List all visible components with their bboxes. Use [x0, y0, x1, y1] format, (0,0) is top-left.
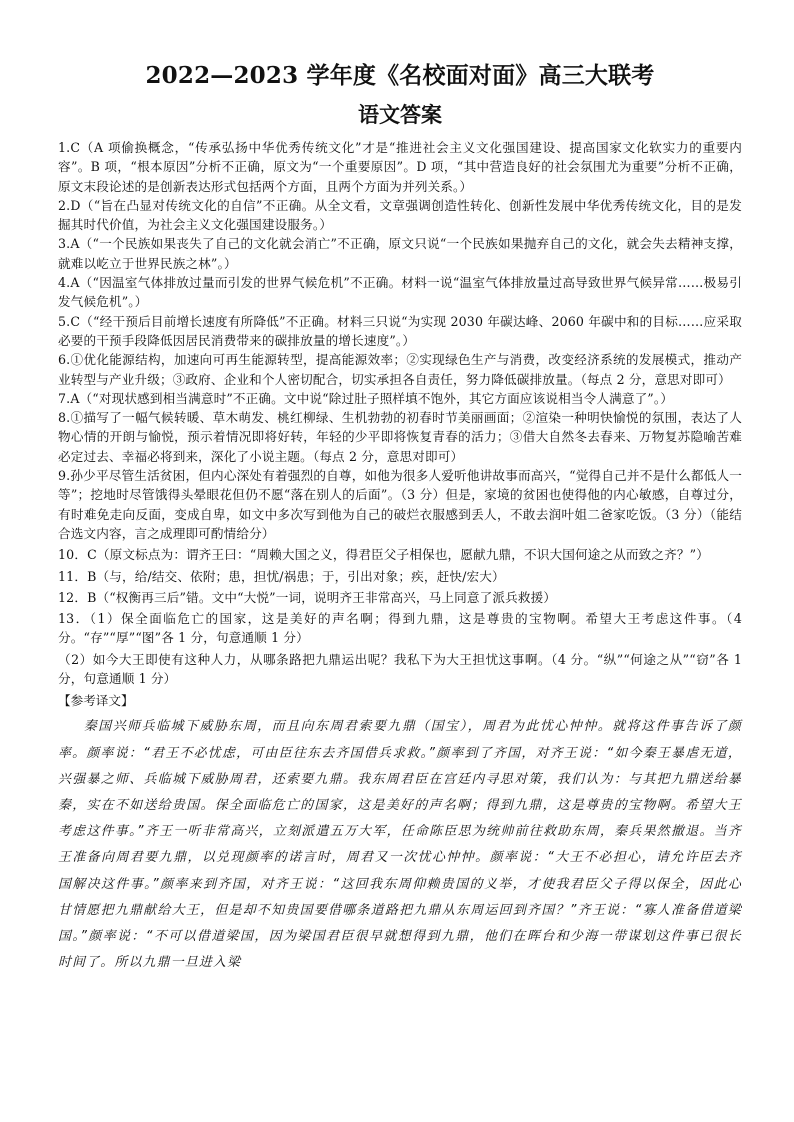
document-subtitle: 语文答案 [358, 102, 442, 127]
answer-item-13-2: （2）如今大王即使有这种人力，从哪条路把九鼎运出呢？我私下为大王担忧这事啊。（4 分。“纵”“何途之从”“窃”各 1 分，句意通顺 1 分） [58, 651, 742, 687]
answer-item-9: 9.孙少平尽管生活贫困，但内心深处有着强烈的自尊，如他为很多人爱听他讲故事而高兴，“觉得自己并不是什么都低人一等”；挖地时尽管饿得头晕眼花但仍不愿“落在别人的后面”。（3 分）但是，家境的贫困也使得他的内心敏感，自尊过分，有时难免走向反面，变成自卑，如文中多次写到他为自己的破烂衣服感到丢人，不敢去润叶姐二爸家吃饭。（3 分）（能结合选文内容，言之成理即可酌情给分） [58, 468, 742, 541]
document-title: 2022—2023 学年度《名校面对面》高三大联考 [145, 62, 655, 89]
answer-item-3: 3.A（“一个民族如果丧失了自己的文化就会消亡”不正确，原文只说“一个民族如果抛弃自己的文化，就会失去精神支撑，就难以屹立于世界民族之林”。） [58, 236, 742, 271]
answer-item-11: 11．B（与，给/结交、依附；患，担忧/祸患；于，引出对象；疾，赶快/宏大） [58, 568, 505, 584]
answer-item-5: 5.C（“经干预后目前增长速度有所降低”不正确。材料三只说“为实现 2030 年碳达峰、2060 年碳中和的目标……应采取必要的干预手段降低因居民消费带来的碳排放量的增长速度”。） [58, 313, 742, 348]
answer-item-8: 8.①描写了一幅气候转暖、草木萌发、桃红柳绿、生机勃勃的初春时节美丽画面；②渲染一种明快愉悦的氛围，表达了人物心情的开朗与愉悦，预示着情况即将好转，年轻的少平即将恢复青春的活力；③借大自然冬去春来、万物复苏隐喻苦难必定过去、幸福必将到来，深化了小说主题。（每点 2 分，意思对即可） [58, 410, 742, 464]
answer-item-7: 7.A（“对现状感到相当满意时”不正确。文中说“除过肚子照样填不饱外，其它方面应该说相当令人满意了”。） [58, 390, 674, 406]
answer-list [58, 138, 742, 688]
answer-item-10: 10．C（原文标点为：谓齐王曰：“周赖大国之义，得君臣父子相保也，愿献九鼎，不识大国何途之从而致之齐？”） [58, 547, 709, 563]
reference-translation-heading: 【参考译文】 [58, 693, 134, 709]
reference-translation [58, 714, 742, 976]
translation-paragraph: 秦国兴师兵临城下威胁东周，而且向东周君索要九鼎（国宝），周君为此忧心忡忡。就将这件事告诉了颜率。颜率说：“君王不必忧虑，可由臣往东去齐国借兵求救。”颜率到了齐国，对齐王说：“如今秦王暴虐无道，兴强暴之师、兵临城下威胁周君，还索要九鼎。我东周君臣在宫廷内寻思对策，我们认为：与其把九鼎送给暴秦，实在不如送给贵国。保全面临危亡的国家，这是美好的声名啊；得到九鼎，这是尊贵的宝物啊。希望大王考虑这件事。”齐王一听非常高兴，立刻派遣五万大军，任命陈臣思为统帅前往救助东周，秦兵果然撤退。当齐王准备向周君要九鼎，以兑现颜率的诺言时，周君又一次忧心忡忡。颜率说：“大王不必担心，请允许臣去齐国解决这件事。”颜率来到齐国，对齐王说：“这回我东周仰赖贵国的义举，才使我君臣父子得以保全，因此心甘情愿把九鼎献给大王，但是却不知贵国要借哪条道路把九鼎从东周运回到齐国？”齐王说：“寡人准备借道梁国。”颜率说：“不可以借道梁国，因为梁国君臣很早就想得到九鼎，他们在晖台和少海一带谋划这件事已很长时间了。所以九鼎一旦进入梁 [58, 719, 742, 971]
answer-item-13-1: 13．（1）保全面临危亡的国家，这是美好的声名啊；得到九鼎，这是尊贵的宝物啊。希望大王考虑这件事。（4 分。“存”“厚”“图”各 1 分，句意通顺 1 分） [58, 611, 742, 646]
answer-item-12: 12．B（“权衡再三后”错。文中“大悦”一词，说明齐王非常高兴，马上同意了派兵救援） [58, 589, 557, 605]
answer-item-6: 6.①优化能源结构，加速向可再生能源转型，提高能源效率；②实现绿色生产与消费，改变经济系统的发展模式，推动产业转型与产业升级；③政府、企业和个人密切配合，切实承担各自责任，努力降低碳排放量。（每点 2 分，意思对即可） [58, 352, 742, 387]
answer-item-2: 2.D（“旨在凸显对传统文化的自信”不正确。从全文看，文章强调创造性转化、创新性发展中华优秀传统文化，目的是发掘其时代价值，为社会主义文化强国建设服务。） [58, 197, 742, 233]
answer-item-1: 1.C（A 项偷换概念，“传承弘扬中华优秀传统文化”才是“推进社会主义文化强国建设、提高国家文化软实力的重要内容”。B 项，“根本原因”分析不正确，原文为“一个重要原因”。D 项，“其中营造良好的社会氛围尤为重要”分析不正确，原文末段论述的是创新表达形式包括两个方面，且两个方面为并列关系。） [58, 140, 742, 194]
answer-item-4: 4.A（“因温室气体排放过量而引发的世界气候危机”不正确。材料一说“温室气体排放量过高导致世界气候异常……极易引发气候危机”。） [58, 275, 742, 310]
